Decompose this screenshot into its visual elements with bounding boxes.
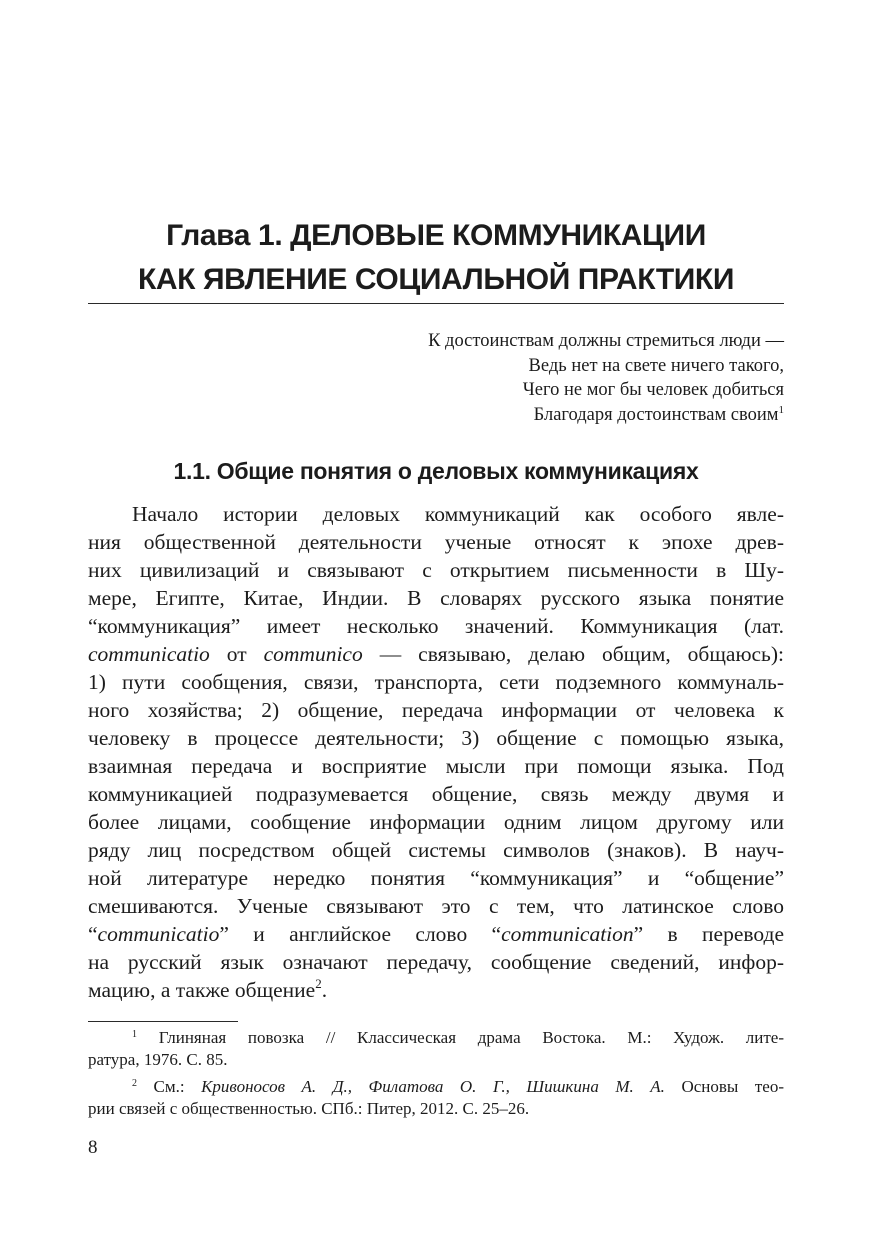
chapter-title [88,214,784,302]
footnote-separator [88,1021,238,1022]
footnote-line: рии связей с общественностью. СПб.: Питер, 2012. С. 25–26. [88,1099,530,1118]
footnote-ref-1[interactable]: 1 [778,403,784,416]
paragraph-text: “ [88,922,98,946]
epigraph [284,329,784,427]
paragraph-text: . [321,978,328,1002]
paragraph-line: “коммуникация” имеет несколько значений. Коммуникация (лат. [88,614,784,638]
footnote-line: ратура, 1976. С. 85. [88,1050,228,1069]
footnote-number: 2 [132,1078,137,1089]
paragraph-line: ряду лиц посредством общей системы символов (знаков). В науч- [88,838,784,862]
paragraph-line: ной литературе нередко понятия “коммуникация” и “общение” [88,866,784,890]
paragraph-text: мацию, а также общение [88,978,316,1002]
paragraph-line: мере, Египте, Китае, Индии. В словарях русского языка понятие [88,586,784,610]
english-term: communication [501,922,634,946]
footnote-line [88,1027,784,1049]
paragraph-text: ” и английское слово “ [219,922,502,946]
paragraph-line [88,976,784,1004]
paragraph-text: ” в переводе [633,922,785,946]
footnote-text: Основы тео- [664,1077,784,1096]
epigraph-line-text: Благодаря достоинствам своим [533,404,779,425]
paragraph-line: ния общественной деятельности ученые относят к эпохе древ- [88,530,784,554]
footnote-number: 1 [132,1029,137,1040]
paragraph-text: от [209,642,264,666]
paragraph-line: взаимная передача и восприятие мысли при помощи языка. Под [88,754,784,778]
latin-term: communicatio [88,642,210,666]
chapter-title-line-1: Глава 1. ДЕЛОВЫЕ КОММУНИКАЦИИ [166,219,706,252]
footnote-text: Глиняная повозка // Классическая драма Востока. М.: Худож. лите- [137,1028,784,1047]
paragraph-line [88,640,784,668]
epigraph-line [284,403,784,428]
epigraph-line: Чего не мог бы человек добиться [522,380,784,400]
footnote-2 [88,1076,784,1120]
chapter-title-line-2: КАК ЯВЛЕНИЕ СОЦИАЛЬНОЙ ПРАКТИКИ [137,263,735,296]
paragraph-line: на русский язык означают передачу, сообщение сведений, инфор- [88,950,784,974]
paragraph-line: человеку в процессе деятельности; 3) общение с помощью языка, [88,726,784,750]
footnote-line [88,1076,784,1098]
paragraph-text: — связываю, делаю общим, общаюсь): [362,642,784,666]
epigraph-line: Ведь нет на свете ничего такого, [528,355,784,376]
paragraph-line: ного хозяйства; 2) общение, передача информации от человека к [88,698,784,722]
chapter-title-divider [88,303,784,304]
paragraph-line: более лицами, сообщение информации одним лицом другому или [88,810,784,834]
paragraph-line: 1) пути сообщения, связи, транспорта, сети подземного коммуналь- [88,670,784,694]
latin-term: communico [263,642,363,666]
footnotes [88,1027,784,1125]
footnote-text: См.: [137,1077,202,1096]
paragraph-line: коммуникацией подразумевается общение, связь между двумя и [88,782,784,806]
paragraph-line: смешиваются. Ученые связывают это с тем, что латинское слово [88,894,784,918]
epigraph-line: К достоинствам должны стремиться люди — [428,331,784,351]
section-title: 1.1. Общие понятия о деловых коммуникациях [173,458,699,484]
footnote-authors: Кривоносов А. Д., Филатова О. Г., Шишкина М. А. [201,1077,665,1096]
paragraph-line: Начало истории деловых коммуникаций как особого явле- [132,502,784,526]
paragraph-line [88,920,784,948]
footnote-1 [88,1027,784,1071]
footnote-ref-2[interactable]: 2 [315,976,322,991]
paragraph-line: них цивилизаций и связывают с открытием письменности в Шу- [88,558,784,582]
latin-term: communicatio [97,922,220,946]
body-paragraph [88,500,784,1004]
page-number: 8 [88,1137,98,1158]
